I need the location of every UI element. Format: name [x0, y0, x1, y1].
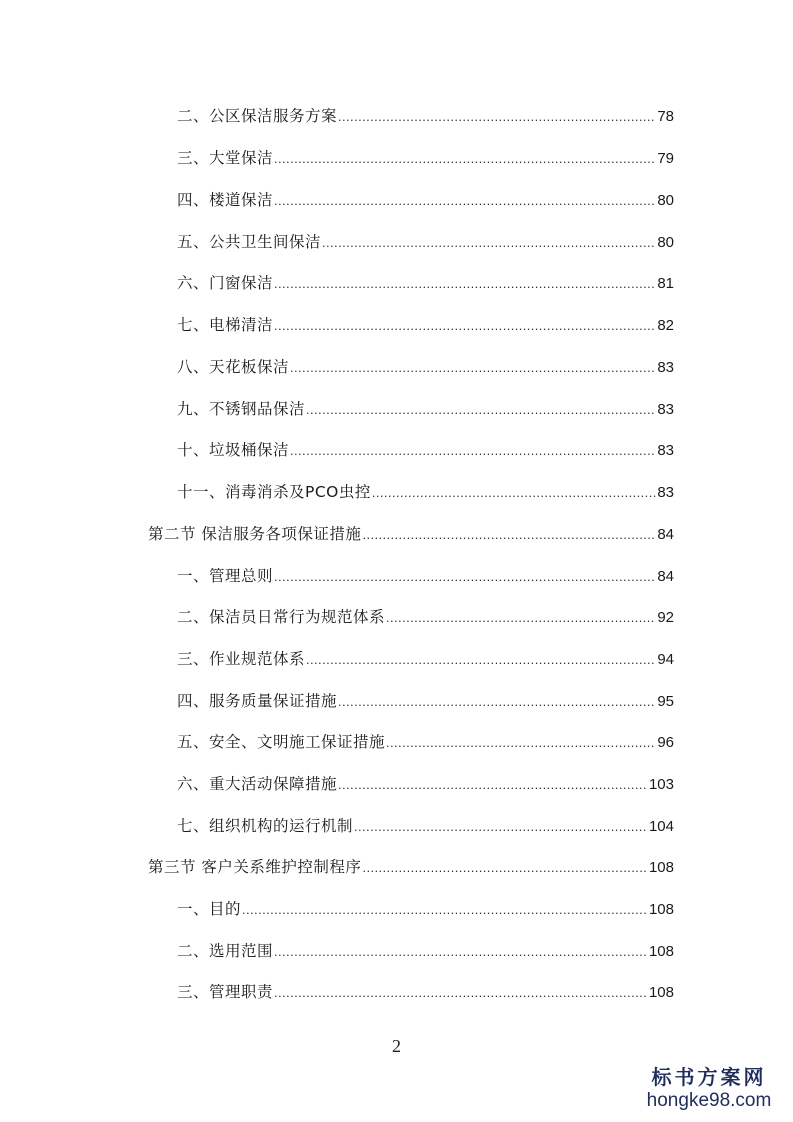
- toc-entry-label: 四、服务质量保证措施: [177, 692, 338, 710]
- toc-entry-label: 二、公区保洁服务方案: [177, 107, 338, 125]
- toc-dot-leader: [274, 312, 656, 339]
- toc-entry-label: 第三节 客户关系维护控制程序: [148, 858, 362, 876]
- toc-entry: [177, 978, 674, 1006]
- toc-dot-leader: [306, 646, 656, 673]
- toc-dot-leader: [386, 729, 656, 756]
- page-number: 2: [392, 1036, 401, 1056]
- toc-dot-leader: [372, 479, 656, 506]
- toc-entry-page: 80: [657, 234, 674, 251]
- toc-dot-leader: [362, 521, 656, 548]
- toc-entry-page: 81: [657, 275, 674, 292]
- toc-entry-page: 108: [648, 901, 674, 918]
- toc-entry-label: 七、组织机构的运行机制: [177, 817, 354, 835]
- toc-entry-page: 108: [648, 943, 674, 960]
- toc-dot-leader: [386, 604, 656, 631]
- toc-entry-label: 八、天花板保洁: [177, 358, 290, 376]
- toc-entry-page: 94: [657, 651, 674, 668]
- toc-entry-page: 84: [657, 526, 674, 543]
- toc-entry: [177, 603, 674, 631]
- toc-dot-leader: [274, 187, 656, 214]
- toc-entry-label: 一、目的: [177, 900, 242, 918]
- toc-entry-label: 六、重大活动保障措施: [177, 775, 338, 793]
- toc-section-entry: [148, 520, 674, 548]
- toc-entry-page: 108: [648, 859, 674, 876]
- toc-entry: [177, 770, 674, 798]
- toc-entry-label: 九、不锈钢品保洁: [177, 400, 306, 418]
- watermark-site-name: 标书方案网: [651, 1065, 767, 1089]
- toc-dot-leader: [274, 563, 656, 590]
- toc-entry-page: 92: [657, 609, 674, 626]
- toc-dot-leader: [274, 979, 648, 1006]
- toc-entry-page: 96: [657, 734, 674, 751]
- toc-entry-label: 二、选用范围: [177, 942, 274, 960]
- toc-entry-label: 四、楼道保洁: [177, 191, 274, 209]
- toc-entry-label: 三、管理职责: [177, 983, 274, 1001]
- toc-dot-leader: [338, 103, 656, 130]
- toc-entry: [177, 895, 674, 923]
- toc-entry: [177, 228, 674, 256]
- toc-entry-page: 95: [657, 693, 674, 710]
- toc-entry: [177, 436, 674, 464]
- toc-entry: [177, 186, 674, 214]
- toc-entry-page: 83: [657, 359, 674, 376]
- toc-entry-label: 五、安全、文明施工保证措施: [177, 733, 386, 751]
- toc-entry-label: 五、公共卫生间保洁: [177, 233, 322, 251]
- toc-entry: [177, 687, 674, 715]
- site-watermark: [639, 1064, 779, 1112]
- toc-dot-leader: [290, 354, 656, 381]
- toc-entry-label: 七、电梯清洁: [177, 316, 274, 334]
- toc-dot-leader: [274, 270, 656, 297]
- toc-entry-label: 第二节 保洁服务各项保证措施: [148, 525, 362, 543]
- toc-entry-page: 83: [657, 484, 674, 501]
- toc-dot-leader: [290, 437, 656, 464]
- toc-entry-label: 一、管理总则: [177, 567, 274, 585]
- toc-entry: [177, 395, 674, 423]
- toc-entry-label: 六、门窗保洁: [177, 274, 274, 292]
- toc-dot-leader: [362, 854, 648, 881]
- toc-entry: [177, 937, 674, 965]
- toc-entry-page: 104: [648, 818, 674, 835]
- toc-entry: [177, 311, 674, 339]
- toc-entry-label: 二、保洁员日常行为规范体系: [177, 608, 386, 626]
- toc-dot-leader: [274, 145, 656, 172]
- toc-entry-label: 十一、消毒消杀及PCO虫控: [177, 483, 371, 501]
- toc-entry: [177, 645, 674, 673]
- toc-entry-page: 83: [657, 442, 674, 459]
- toc-entry: [177, 812, 674, 840]
- toc-dot-leader: [306, 396, 656, 423]
- toc-entry-page: 82: [657, 317, 674, 334]
- toc-entry: [177, 562, 674, 590]
- toc-entry-label: 十、垃圾桶保洁: [177, 441, 290, 459]
- toc-entry: [177, 102, 674, 130]
- toc-dot-leader: [354, 813, 648, 840]
- toc-dot-leader: [338, 688, 656, 715]
- toc-dot-leader: [322, 229, 656, 256]
- toc-entry-label: 三、作业规范体系: [177, 650, 306, 668]
- toc-entry-page: 80: [657, 192, 674, 209]
- toc-entry: [177, 478, 674, 506]
- toc-entry: [177, 144, 674, 172]
- toc-dot-leader: [338, 771, 648, 798]
- toc-entry: [177, 269, 674, 297]
- toc-entry: [177, 728, 674, 756]
- toc-entry-page: 103: [648, 776, 674, 793]
- watermark-url: hongke98.com: [646, 1090, 772, 1111]
- toc-dot-leader: [274, 938, 648, 965]
- toc-entry: [177, 353, 674, 381]
- toc-entry-label: 三、大堂保洁: [177, 149, 274, 167]
- toc-entry-page: 84: [657, 568, 674, 585]
- toc-entry-page: 79: [657, 150, 674, 167]
- toc-entry-page: 108: [648, 984, 674, 1001]
- toc-entry-page: 83: [657, 401, 674, 418]
- toc-section-entry: [148, 853, 674, 881]
- toc-dot-leader: [242, 896, 648, 923]
- toc-entry-page: 78: [657, 108, 674, 125]
